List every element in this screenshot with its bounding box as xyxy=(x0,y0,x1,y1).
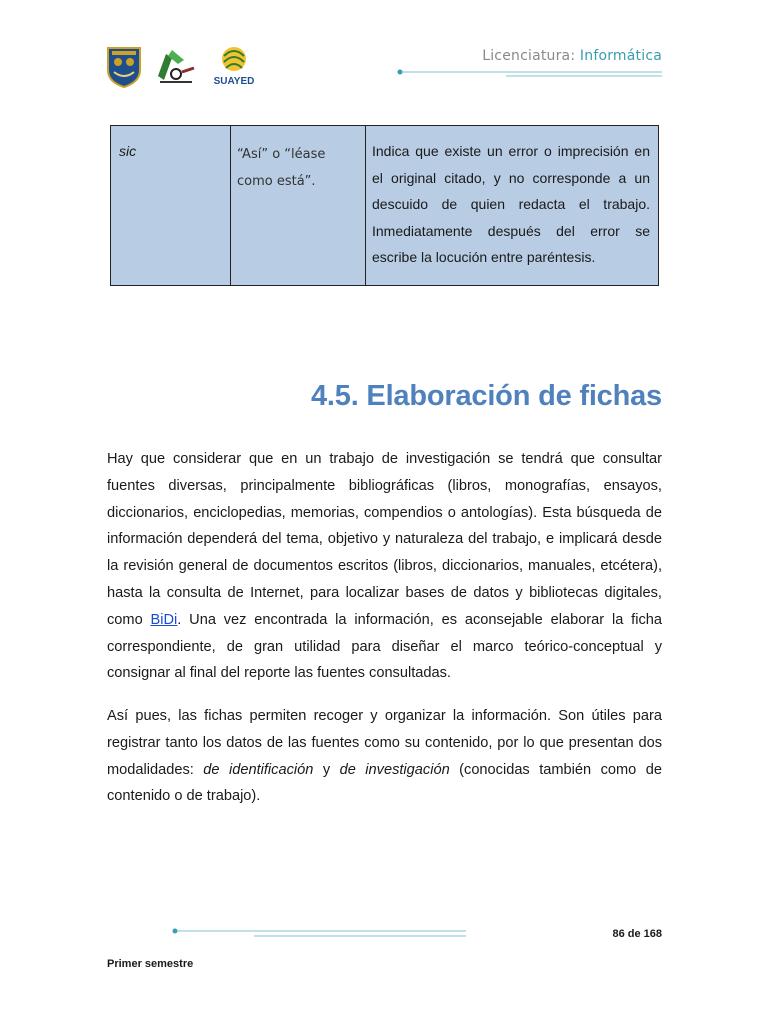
fca-emblem-icon xyxy=(158,50,194,82)
glossary-table xyxy=(110,125,659,286)
table-row xyxy=(111,126,659,286)
footer-decorative-lines xyxy=(170,922,470,942)
semester-label: Primer semestre xyxy=(107,958,194,970)
translation-cell: “Así” o “léase como está”. xyxy=(231,126,366,286)
paragraph-text: . Una vez encontrada la información, es aconsejable elaborar la ficha correspondiente, de gran utilidad para diseñar el marco teórico-conceptual y consignar al final del reporte las fuentes consultadas. xyxy=(107,611,662,682)
emphasis-identificacion: de identificación xyxy=(203,761,314,778)
suayed-logo-icon xyxy=(214,47,255,87)
page-number: 86 de 168 xyxy=(612,928,662,940)
description-cell: Indica que existe un error o imprecisión en el original citado, y no corresponde a un descuido de quien redacta el trabajo. Inmediatamente después del error se escribe la locución entre paréntesis. xyxy=(366,126,659,286)
header-decorative-lines xyxy=(396,66,666,82)
body-paragraph-1 xyxy=(107,446,662,687)
emphasis-investigacion: de investigación xyxy=(339,761,450,778)
section-title: 4.5. Elaboración de fichas xyxy=(311,380,662,412)
program-label: Licenciatura: xyxy=(482,48,576,64)
suayed-logo-text: SUAYED xyxy=(213,76,255,87)
paragraph-text: (conocidas también como de contenido o de trabajo). xyxy=(107,761,662,805)
institution-logos xyxy=(106,44,256,88)
unam-shield-icon xyxy=(108,48,140,87)
term-cell: sic xyxy=(111,126,231,286)
paragraph-text: y xyxy=(313,761,340,778)
program-title xyxy=(440,48,662,64)
program-name: Informática xyxy=(579,48,662,64)
bidi-link[interactable]: BiDi xyxy=(150,611,178,628)
paragraph-text: Así pues, las fichas permiten recoger y organizar la información. Son útiles para registrar tanto los datos de las fuentes como su contenido, por lo que presentan dos modalidades: xyxy=(107,708,662,778)
paragraph-text: Hay que considerar que en un trabajo de investigación se tendrá que consultar fuentes diversas, principalmente bibliográficas (libros, monografías, ensayos, diccionarios, enciclopedias, memorias, compendios o antologías). Esta búsqueda de información dependerá del tema, objetivo y naturaleza del trabajo, e implicará desde la revisión general de documentos escritos (libros, diccionarios, manuales, etcétera), hasta la consulta de Internet, para localizar bases de datos y bibliotecas digitales, como xyxy=(107,451,662,628)
body-paragraph-2 xyxy=(107,703,662,810)
